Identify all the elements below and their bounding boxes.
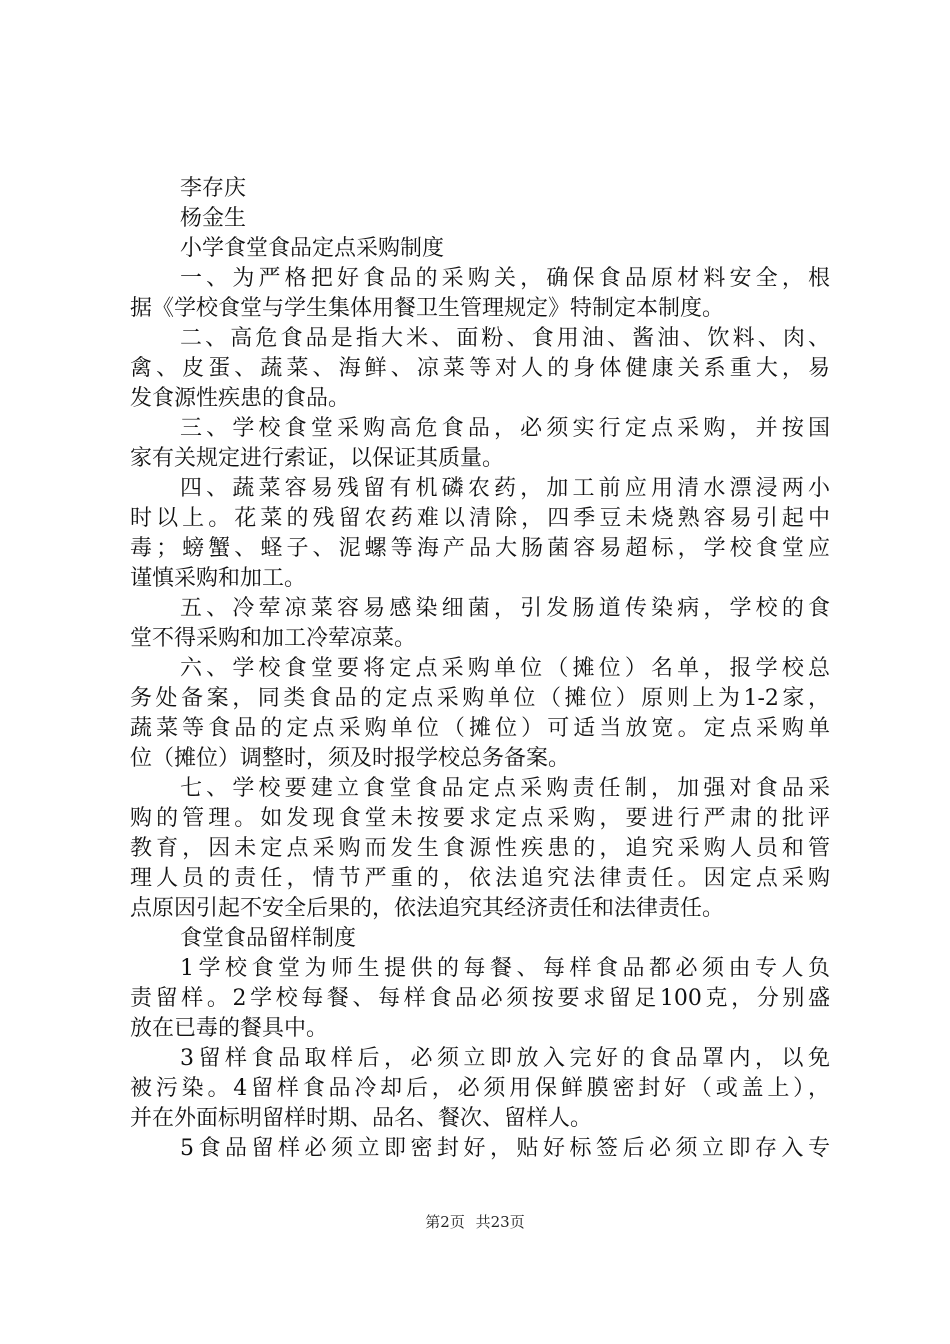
paragraph-line: 家有关规定进行索证，以保证其质量。 (130, 446, 505, 471)
document-body (130, 174, 830, 1164)
page-number: 第2页 (425, 1213, 465, 1231)
section-heading: 食堂食品留样制度 (180, 926, 357, 951)
paragraph-line: 1学校食堂为师生提供的每餐、每样食品都必须由专人负 (180, 956, 830, 981)
paragraph-line: 一、为严格把好食品的采购关，确保食品原材料安全，根 (180, 266, 830, 291)
author-name: 李存庆 (180, 176, 247, 201)
paragraph-line: 发食源性疾患的食品。 (130, 386, 351, 411)
paragraph-line: 放在已毒的餐具中。 (130, 1016, 329, 1041)
paragraph-line: 时以上。花菜的残留农药难以清除，四季豆未烧熟容易引起中 (130, 506, 830, 531)
author-name: 杨金生 (180, 206, 247, 231)
paragraph-line: 毒；螃蟹、蛏子、泥螺等海产品大肠菌容易超标，学校食堂应 (130, 536, 830, 561)
paragraph-line: 教育，因未定点采购而发生食源性疾患的，追究采购人员和管 (130, 836, 830, 861)
paragraph-line: 责留样。2学校每餐、每样食品必须按要求留足100克，分别盛 (130, 986, 830, 1011)
section-heading: 小学食堂食品定点采购制度 (180, 236, 445, 261)
paragraph-line: 位（摊位）调整时，须及时报学校总务备案。 (130, 746, 571, 771)
paragraph-line: 蔬菜等食品的定点采购单位（摊位）可适当放宽。定点采购单 (130, 716, 830, 741)
page-total: 共23页 (475, 1213, 525, 1231)
paragraph-line: 据《学校食堂与学生集体用餐卫生管理规定》特制定本制度。 (130, 296, 725, 321)
paragraph-line: 四、蔬菜容易残留有机磷农药，加工前应用清水漂浸两小 (180, 476, 830, 501)
paragraph-line: 三、学校食堂采购高危食品，必须实行定点采购，并按国 (180, 416, 830, 441)
paragraph-line: 五、冷荤凉菜容易感染细菌，引发肠道传染病，学校的食 (180, 596, 830, 621)
paragraph-line: 并在外面标明留样时期、品名、餐次、留样人。 (130, 1106, 593, 1131)
paragraph-line: 5食品留样必须立即密封好，贴好标签后必须立即存入专 (180, 1136, 830, 1161)
paragraph-line: 堂不得采购和加工冷荤凉菜。 (130, 626, 417, 651)
page-footer (0, 1211, 950, 1232)
paragraph-line: 禽、皮蛋、蔬菜、海鲜、凉菜等对人的身体健康关系重大，易 (130, 356, 830, 381)
paragraph-line: 谨慎采购和加工。 (130, 566, 307, 591)
paragraph-line: 3留样食品取样后，必须立即放入完好的食品罩内，以免 (180, 1046, 830, 1071)
paragraph-line: 点原因引起不安全后果的，依法追究其经济责任和法律责任。 (130, 896, 725, 921)
paragraph-line: 被污染。4留样食品冷却后，必须用保鲜膜密封好（或盖上）， (130, 1076, 830, 1101)
paragraph-line: 二、高危食品是指大米、面粉、食用油、酱油、饮料、肉、 (180, 326, 830, 351)
paragraph-line: 六、学校食堂要将定点采购单位（摊位）名单，报学校总 (180, 656, 830, 681)
paragraph-line: 七、学校要建立食堂食品定点采购责任制，加强对食品采 (180, 776, 830, 801)
paragraph-line: 理人员的责任，情节严重的，依法追究法律责任。因定点采购 (130, 866, 830, 891)
paragraph-line: 务处备案，同类食品的定点采购单位（摊位）原则上为1-2家， (130, 686, 830, 711)
paragraph-line: 购的管理。如发现食堂未按要求定点采购，要进行严肃的批评 (130, 806, 830, 831)
